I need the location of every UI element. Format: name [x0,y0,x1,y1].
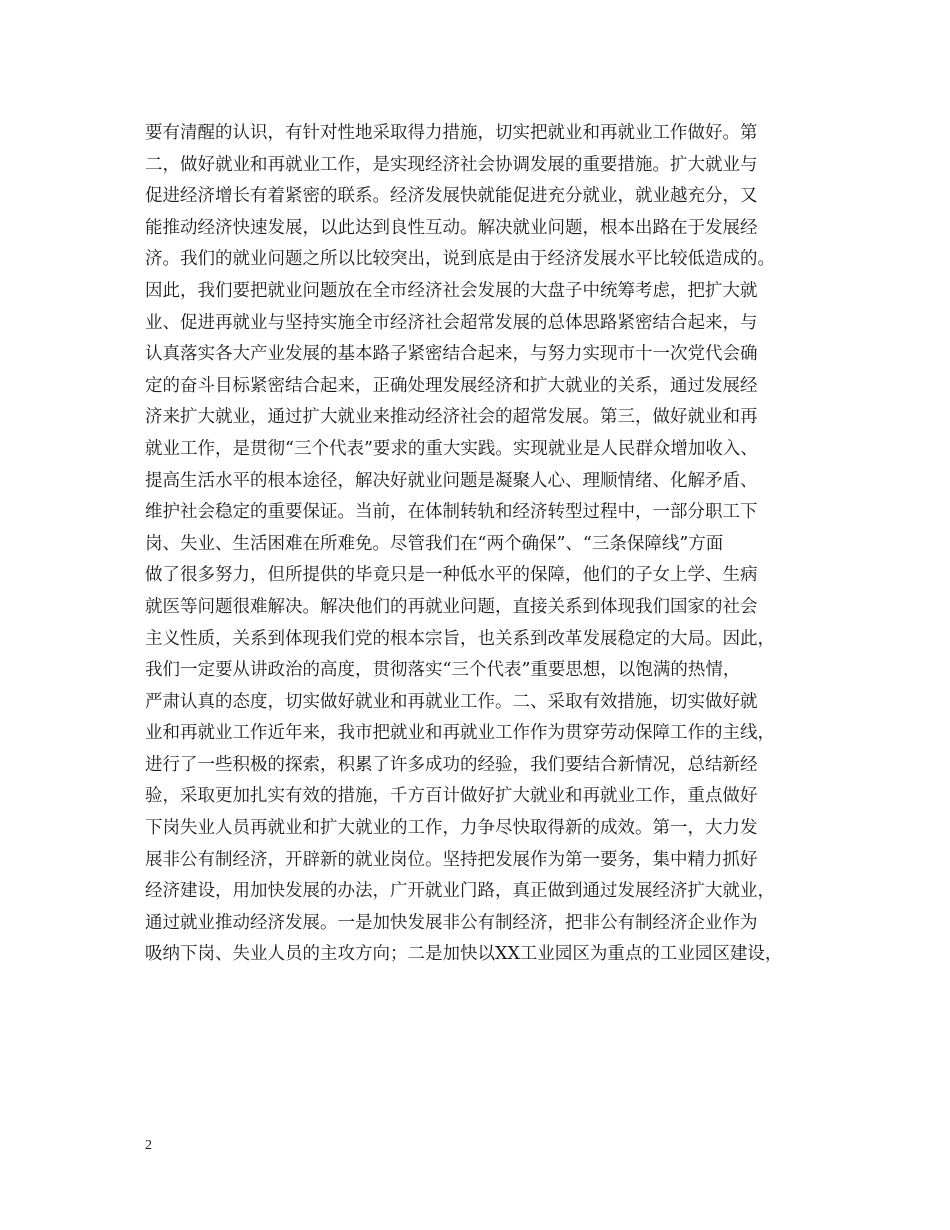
text-line: 进行了一些积极的探索，积累了许多成功的经验，我们要结合新情况，总结新经 [145,754,758,775]
text-line: 经济建设，用加快发展的办法，广开就业门路，真正做到通过发展经济扩大就业， [145,881,775,902]
text-line: 业和再就业工作近年来，我市把就业和再就业工作作为贯穿劳动保障工作的主线， [145,723,775,744]
text-line: 济。我们的就业问题之所以比较突出，说到底是由于经济发展水平比较低造成的。 [145,249,775,270]
text-line: 提高生活水平的根本途径，解决好就业问题是凝聚人心、理顺情绪、化解矛盾、 [145,470,758,491]
text-line: 能推动经济快速发展，以此达到良性互动。解决就业问题，根本出路在于发展经 [145,217,758,238]
text-line: 就医等问题很难解决。解决他们的再就业问题，直接关系到体现我们国家的社会 [145,596,758,617]
text-line: 因此，我们要把就业问题放在全市经济社会发展的大盘子中统筹考虑，把扩大就 [145,280,758,301]
text-line: 展非公有制经济，开辟新的就业岗位。坚持把发展作为第一要务，集中精力抓好 [145,849,758,870]
text-line: 济来扩大就业，通过扩大就业来推动经济社会的超常发展。第三，做好就业和再 [145,407,758,428]
text-line: 吸纳下岗、失业人员的主攻方向；二是加快以XX工业园区为重点的工业园区建设， [145,944,783,965]
text-line: 通过就业推动经济发展。一是加快发展非公有制经济，把非公有制经济企业作为 [145,912,758,933]
page-number: 2 [145,1138,152,1153]
text-line: 认真落实各大产业发展的基本路子紧密结合起来，与努力实现市十一次党代会确 [145,344,758,365]
text-line: 定的奋斗目标紧密结合起来，正确处理发展经济和扩大就业的关系，通过发展经 [145,375,758,396]
text-line: 做了很多努力，但所提供的毕竟只是一种低水平的保障，他们的子女上学、生病 [145,565,758,586]
text-line: 就业工作，是贯彻“三个代表”要求的重大实践。实现就业是人民群众增加收入、 [145,438,758,459]
text-line: 验，采取更加扎实有效的措施，千方百计做好扩大就业和再就业工作，重点做好 [145,786,758,807]
text-line: 促进经济增长有着紧密的联系。经济发展快就能促进充分就业，就业越充分，又 [145,186,758,207]
text-line: 主义性质，关系到体现我们党的根本宗旨，也关系到改革发展稳定的大局。因此， [145,628,775,649]
text-line: 要有清醒的认识，有针对性地采取得力措施，切实把就业和再就业工作做好。第 [145,123,758,143]
text-line: 业、促进再就业与坚持实施全市经济社会超常发展的总体思路紧密结合起来，与 [145,312,758,333]
text-line: 维护社会稳定的重要保证。当前，在体制转轨和经济转型过程中，一部分职工下 [145,502,758,523]
text-line: 我们一定要从讲政治的高度，贯彻落实“三个代表”重要思想，以饱满的热情， [145,660,741,681]
body-text [145,118,815,971]
text-line: 岗、失业、生活困难在所难免。尽管我们在“两个确保”、“三条保障线”方面 [145,533,724,554]
text-line: 严肃认真的态度，切实做好就业和再就业工作。二、采取有效措施，切实做好就 [145,691,758,712]
text-line: 二，做好就业和再就业工作，是实现经济社会协调发展的重要措施。扩大就业与 [145,154,758,175]
text-line: 下岗失业人员再就业和扩大就业的工作，力争尽快取得新的成效。第一，大力发 [145,818,758,839]
